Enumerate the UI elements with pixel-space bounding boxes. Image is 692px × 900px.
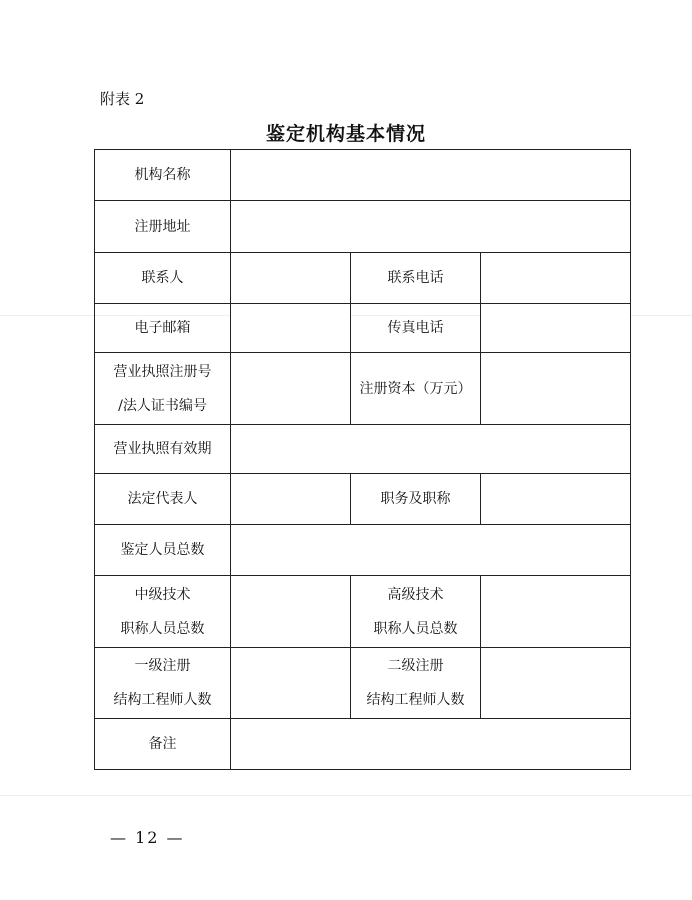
license-number-label xyxy=(95,353,231,425)
contact-person-field[interactable] xyxy=(231,253,351,304)
senior-level-staff-label xyxy=(351,576,481,648)
license-validity-field[interactable] xyxy=(231,425,631,474)
contact-phone-label: 联系电话 xyxy=(351,253,481,304)
senior-level-staff-field[interactable] xyxy=(481,576,631,648)
institution-name-field[interactable] xyxy=(231,150,631,201)
class2-engineers-field[interactable] xyxy=(481,648,631,719)
senior-level-staff-label-line1: 高级技术 xyxy=(387,586,444,603)
page-title: 鉴定机构基本情况 xyxy=(265,123,426,145)
table-row xyxy=(95,425,631,474)
registered-address-label: 注册地址 xyxy=(95,201,231,253)
position-title-label: 职务及职称 xyxy=(351,474,481,525)
license-validity-label: 营业执照有效期 xyxy=(95,425,231,474)
class2-engineers-label xyxy=(351,648,481,719)
table-row xyxy=(95,719,631,770)
institution-info-table xyxy=(94,149,631,770)
remarks-label: 备注 xyxy=(95,719,231,770)
legal-representative-label: 法定代表人 xyxy=(95,474,231,525)
table-row xyxy=(95,150,631,201)
registered-address-field[interactable] xyxy=(231,201,631,253)
class1-engineers-label xyxy=(95,648,231,719)
class1-engineers-field[interactable] xyxy=(231,648,351,719)
table-row xyxy=(95,648,631,719)
class1-engineers-label-line1: 一级注册 xyxy=(134,658,191,674)
registered-capital-label: 注册资本（万元） xyxy=(351,353,481,425)
mid-level-staff-label xyxy=(95,576,231,648)
mid-level-staff-field[interactable] xyxy=(231,576,351,648)
license-number-label-line2: /法人证书编号 xyxy=(118,397,207,414)
table-row xyxy=(95,253,631,304)
fax-label: 传真电话 xyxy=(351,304,481,353)
table-row xyxy=(95,474,631,525)
total-appraisers-label: 鉴定人员总数 xyxy=(95,525,231,576)
institution-name-label: 机构名称 xyxy=(95,150,231,201)
table-row xyxy=(95,353,631,425)
registered-capital-field[interactable] xyxy=(481,353,631,425)
legal-representative-field[interactable] xyxy=(231,474,351,525)
class2-engineers-label-line1: 二级注册 xyxy=(387,658,444,674)
fax-field[interactable] xyxy=(481,304,631,353)
senior-level-staff-label-line2: 职称人员总数 xyxy=(373,620,458,637)
class1-engineers-label-line2: 结构工程师人数 xyxy=(113,692,212,708)
table-row xyxy=(95,201,631,253)
attachment-label: 附表 2 xyxy=(100,90,145,108)
license-number-label-line1: 营业执照注册号 xyxy=(113,363,212,380)
email-field[interactable] xyxy=(231,304,351,353)
bleed-through-mark xyxy=(0,795,692,796)
total-appraisers-field[interactable] xyxy=(231,525,631,576)
mid-level-staff-label-line2: 职称人员总数 xyxy=(120,620,205,637)
mid-level-staff-label-line1: 中级技术 xyxy=(134,586,191,603)
contact-phone-field[interactable] xyxy=(481,253,631,304)
page-number: — 12 — xyxy=(110,828,185,847)
contact-person-label: 联系人 xyxy=(95,253,231,304)
table-row xyxy=(95,525,631,576)
position-title-field[interactable] xyxy=(481,474,631,525)
license-number-field[interactable] xyxy=(231,353,351,425)
email-label: 电子邮箱 xyxy=(95,304,231,353)
table-row xyxy=(95,576,631,648)
remarks-field[interactable] xyxy=(231,719,631,770)
table-row xyxy=(95,304,631,353)
class2-engineers-label-line2: 结构工程师人数 xyxy=(366,692,465,708)
